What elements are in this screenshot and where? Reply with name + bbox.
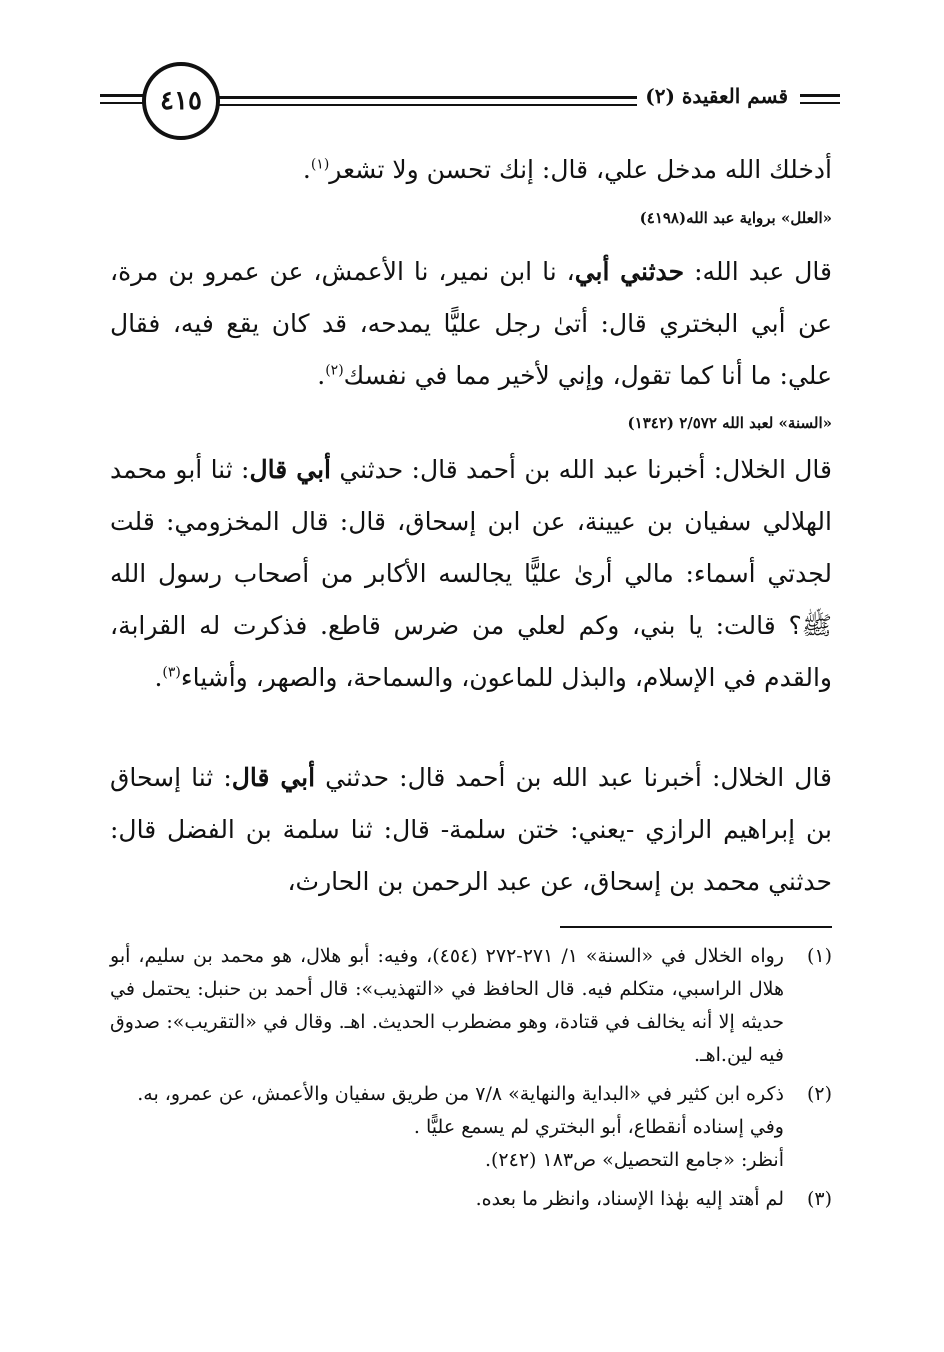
section-title: قسم العقيدة (٢) [637, 84, 796, 108]
footnote-number: (٣) [806, 1188, 832, 1210]
footnote-marker: (٢) [325, 362, 344, 379]
footnote-2 [110, 1078, 832, 1177]
footnote-marker: (١) [310, 156, 330, 173]
paragraph-text: : ثنا إسحاق بن إبراهيم الرازي -يعني: ختن سلمة- قال: ثنا سلمة بن الفضل قال: حدثني محمد بن إسحاق، عن عبد الرحمن بن الحارث، [110, 763, 832, 896]
footnote-text: أنظر: «جامع التحصيل» ص١٨٣ (٢٤٢). [484, 1149, 784, 1171]
footnote-text: رواه الخلال في «السنة» ١/ ٢٧١-٢٧٢ (٤٥٤)، وفيه: أبو هلال، هو محمد بن سليم، أبو هلال الراسبي، متكلم فيه. قال الحافظ في «التهذيب»: قال أحمد بن حنبل: يحتمل في حديثه إلا أنه يخالف في قتادة، وهو مضطرب الحديث. اهـ. وقال في «التقريب»: صدوق فيه لين.اهـ. [110, 945, 784, 1066]
paragraph-2 [110, 246, 832, 402]
footnote-number: (١) [806, 945, 832, 967]
paragraph-end: . [317, 361, 326, 390]
header-rule [800, 102, 840, 104]
paragraph-4 [110, 752, 832, 908]
paragraph-text: : ثنا أبو محمد الهلالي سفيان بن عيينة، عن ابن إسحاق، قال: قال المخزومي: قلت لجدتي أسماء: مالي أرىٰ عليًّا يجالسه الأكابر من أصحاب رسول الله ﷺ؟ قالت: يا بني، وكم لعلي من ضرس قاطع. فذكرت له القرابة، والقدم في الإسلام، والبذل للماعون، والسماحة، والصهر، وأشياء [110, 455, 832, 692]
paragraph-text: ، نا ابن نمير، نا الأعمش، عن عمرو بن مرة، عن أبي البختري قال: أتىٰ رجل عليًّا يمدحه، قد كان يقع فيه، فقال علي: ما أنا كما تقول، وإني لأخير مما في نفسك [110, 257, 832, 390]
bold-phrase: أبي قال [249, 455, 331, 484]
bold-phrase: حدثني أبي [574, 257, 685, 286]
paragraph-end: . [154, 663, 163, 692]
footnote-1 [110, 940, 832, 1072]
paragraph-text: قال الخلال: أخبرنا عبد الله بن أحمد قال: حدثني [315, 763, 832, 792]
footnote-text: ذكره ابن كثير في «البداية والنهاية» ٧/٨ من طريق سفيان والأعمش، عن عمرو، به. [137, 1083, 784, 1105]
footnote-text: وفي إسناده أنقطاع، أبو البختري لم يسمع عليًّا . [413, 1116, 784, 1138]
footnote-separator [560, 926, 832, 928]
paragraph-1 [110, 144, 832, 196]
paragraph-end: . [302, 155, 311, 184]
footnote-3 [110, 1183, 832, 1216]
page-number: ٤١٥ [142, 62, 220, 140]
source-citation: «العلل» برواية عبد الله(٤١٩٨) [639, 209, 832, 227]
paragraph-text: أدخلك الله مدخل علي، قال: إنك تحسن ولا تشعر [329, 155, 832, 184]
footnotes [110, 940, 832, 1222]
footnote-text: لم أهتد إليه بهٰذا الإسناد، وانظر ما بعده. [475, 1188, 784, 1210]
page-header [100, 62, 840, 142]
footnote-number: (٢) [806, 1083, 832, 1105]
bold-phrase: أبي قال [231, 763, 316, 792]
paragraph-text: قال عبد الله: [684, 257, 832, 286]
footnote-marker: (٣) [162, 664, 181, 681]
paragraph-3 [110, 444, 832, 704]
source-citation: «السنة» لعبد الله ٢/٥٧٢ (١٣٤٢) [627, 414, 832, 432]
header-rule [800, 94, 840, 97]
paragraph-text: قال الخلال: أخبرنا عبد الله بن أحمد قال: حدثني [331, 455, 832, 484]
